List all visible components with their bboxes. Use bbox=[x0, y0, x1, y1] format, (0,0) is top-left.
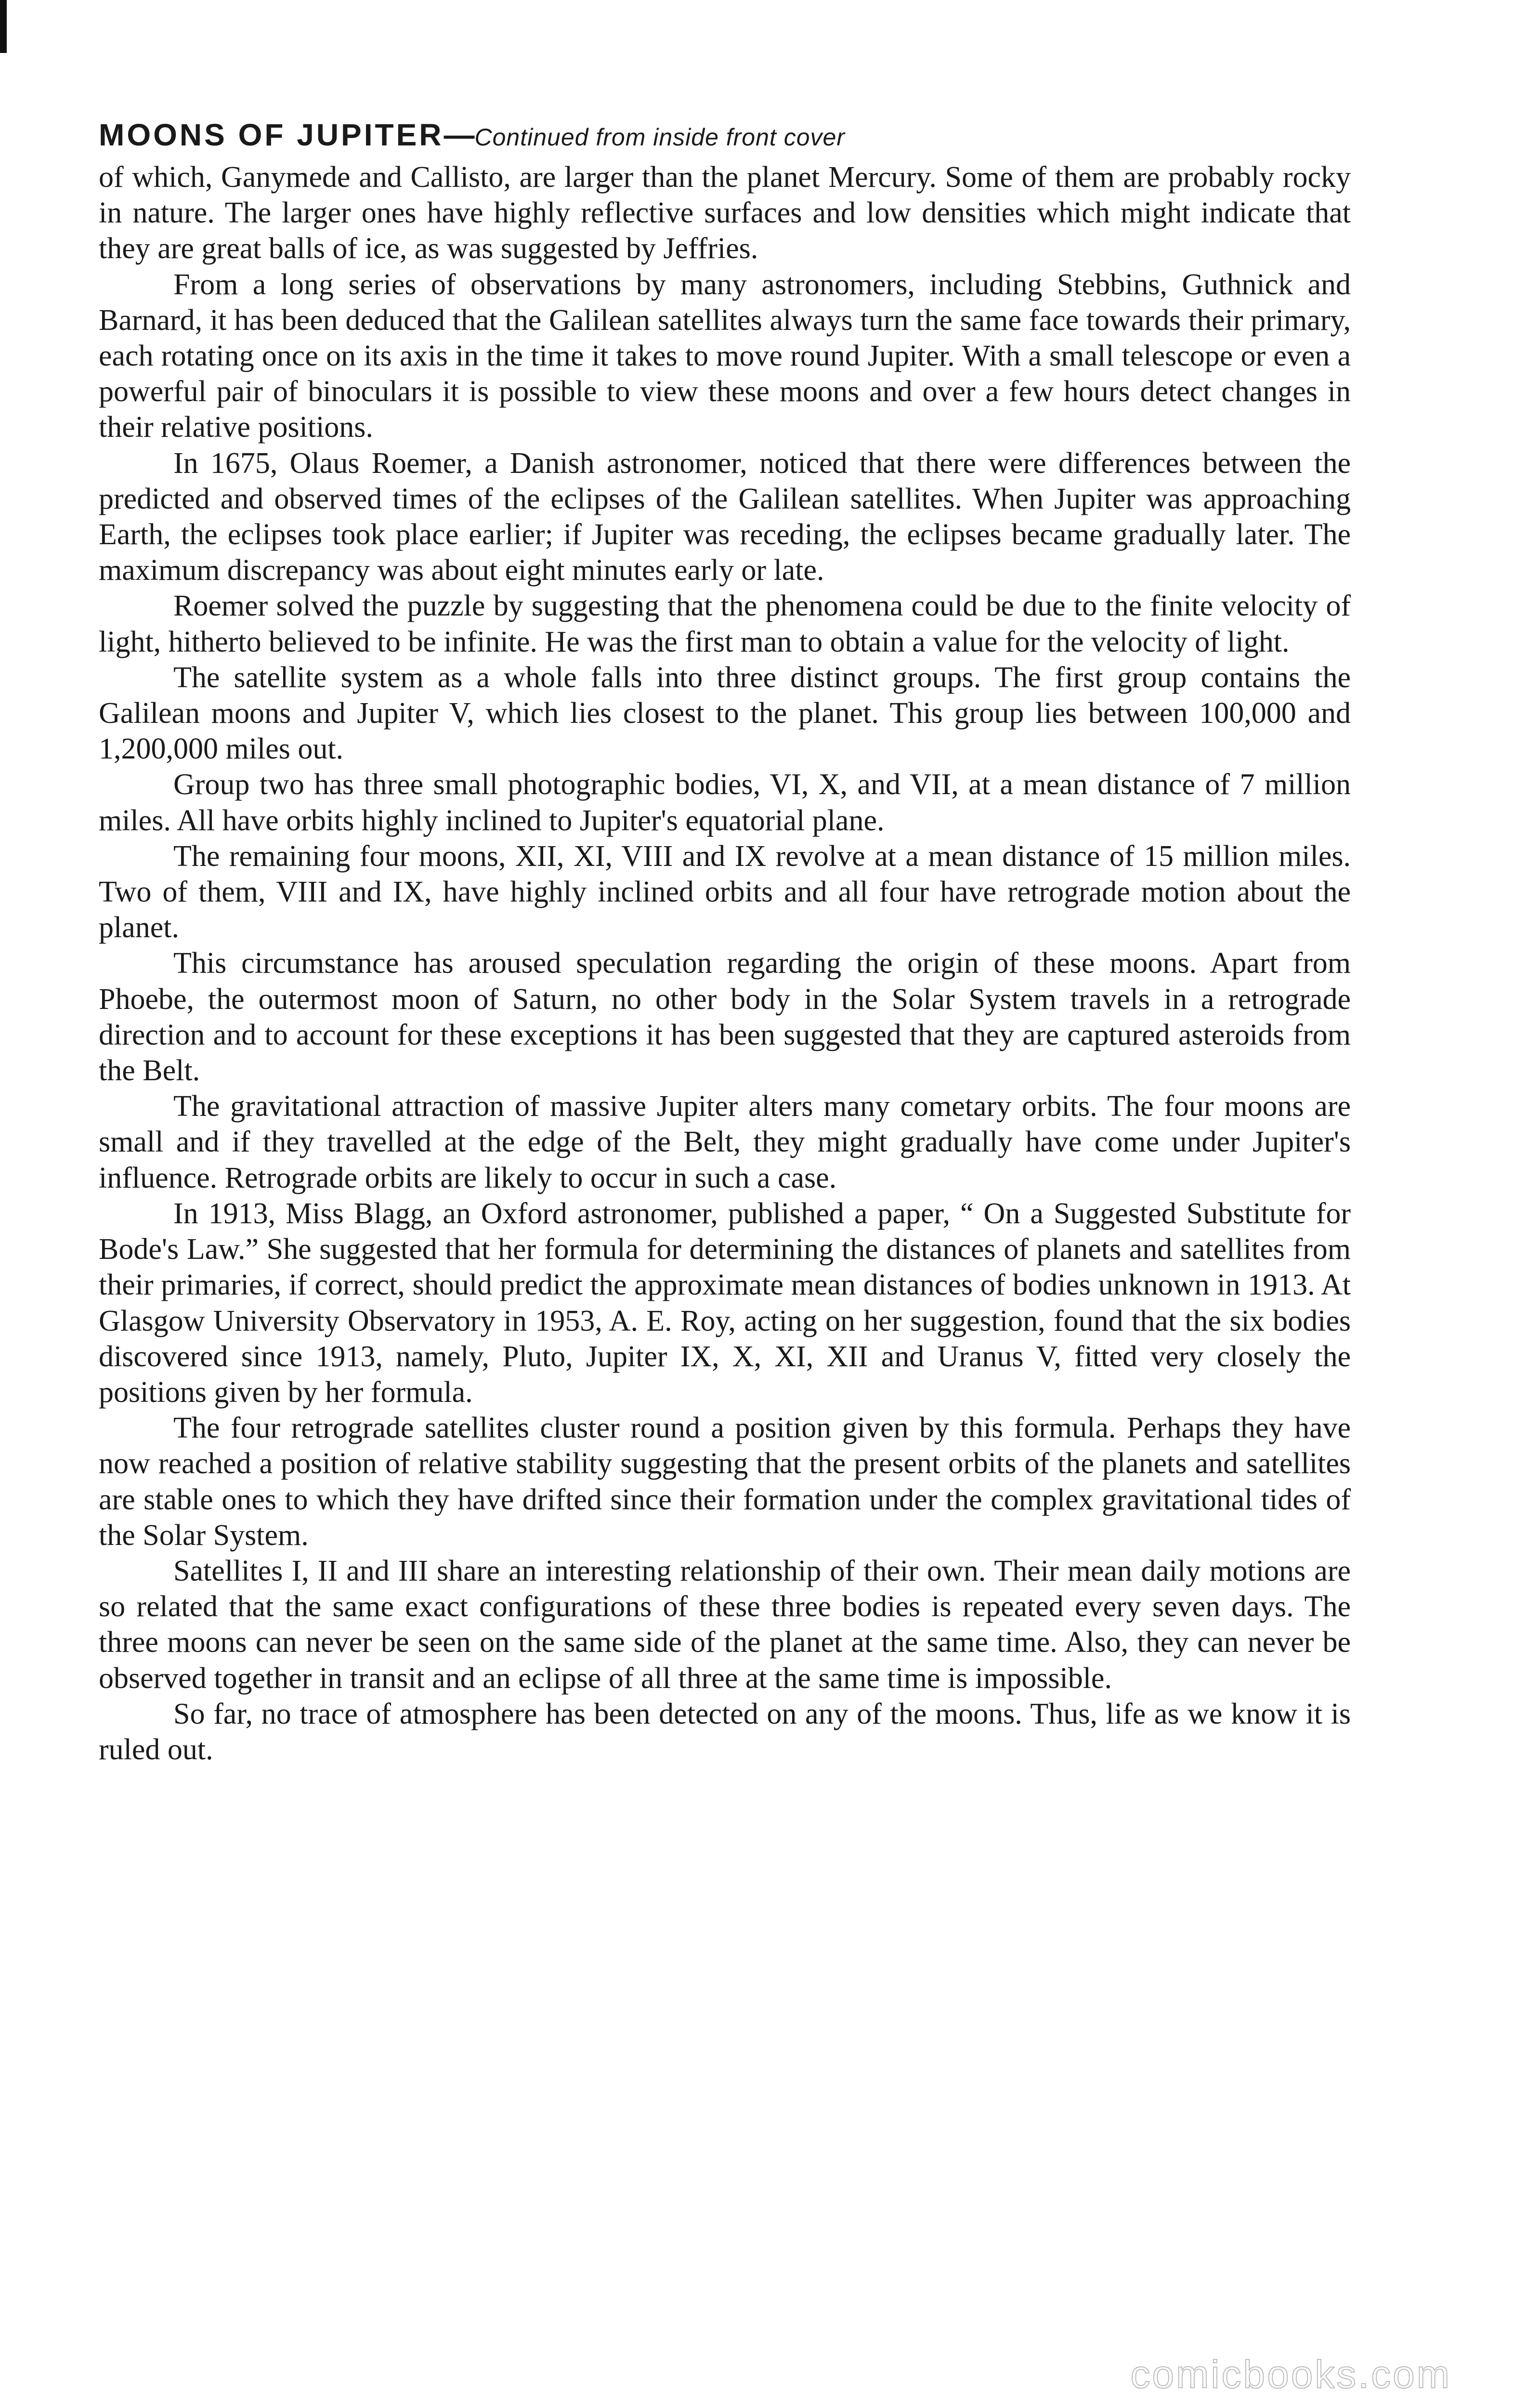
article-body bbox=[99, 159, 1351, 1767]
page-edge-mark bbox=[0, 0, 7, 53]
paragraph-11: The four retrograde satellites cluster round a position given by this formula. Perhaps they have now reached a position of relative stability suggesting that the present orbits of the planets and satellites are stable ones to which they have drifted since their formation under the complex gravitational tides of the Solar System. bbox=[99, 1412, 1351, 1552]
paragraph-3: In 1675, Olaus Roemer, a Danish astronomer, noticed that there were differences between the predicted and observed times of the eclipses of the Galilean satellites. When Jupiter was approaching Earth, the eclipses took place earlier; if Jupiter was receding, the eclipses became gradually later. The maximum discrepancy was about eight minutes early or late. bbox=[99, 446, 1351, 587]
paragraph-12: Satellites I, II and III share an interesting relationship of their own. Their mean daily motions are so related that the same exact configurations of these three bodies is repeated every seven days. The three moons can never be seen on the same side of the planet at the same time. Also, they can never be observed together in transit and an eclipse of all three at the same time is impossible. bbox=[99, 1554, 1351, 1695]
heading-continued-note: Continued from inside front cover bbox=[474, 124, 845, 151]
heading-dash: — bbox=[444, 118, 475, 152]
paragraph-10: In 1913, Miss Blagg, an Oxford astronomer, published a paper, “ On a Suggested Substitute for Bode's Law.” She suggested that her formula for determining the distances of planets and satellites from their primaries, if correct, should predict the approximate mean distances of bodies unknown in 1913. At Glasgow University Observatory in 1953, A. E. Roy, acting on her suggestion, found that the six bodies discovered since 1913, namely, Pluto, Jupiter IX, X, XI, XII and Uranus V, fitted very closely the positions given by her formula. bbox=[99, 1197, 1351, 1409]
section-heading bbox=[99, 116, 1351, 157]
paragraph-9: The gravitational attraction of massive Jupiter alters many cometary orbits. The four moons are small and if they travelled at the edge of the Belt, they might gradually have come under Jupiter's influence. Retrograde orbits are likely to occur in such a case. bbox=[99, 1090, 1351, 1194]
paragraph-5: The satellite system as a whole falls into three distinct groups. The first group contains the Galilean moons and Jupiter V, which lies closest to the planet. This group lies between 100,000 and 1,200,000 miles out. bbox=[99, 661, 1351, 766]
paragraph-7: The remaining four moons, XII, XI, VIII and IX revolve at a mean distance of 15 million miles. Two of them, VIII and IX, have highly inclined orbits and all four have retrograde motion about the planet. bbox=[99, 839, 1351, 944]
watermark-logo: comicbooks.com bbox=[1130, 2353, 1451, 2396]
heading-title: MOONS OF JUPITER bbox=[99, 118, 444, 152]
paragraph-4: Roemer solved the puzzle by suggesting that the phenomena could be due to the finite velocity of light, hitherto believed to be infinite. He was the first man to obtain a value for the velocity of light. bbox=[99, 589, 1351, 658]
paragraph-2: From a long series of observations by many astronomers, including Stebbins, Guthnick and Barnard, it has been deduced that the Galilean satellites always turn the same face towards their primary, each rotating once on its axis in the time it takes to move round Jupiter. With a small telescope or even a powerful pair of binoculars it is possible to view these moons and over a few hours detect changes in their relative positions. bbox=[99, 268, 1351, 444]
document-page bbox=[99, 116, 1351, 1767]
paragraph-13: So far, no trace of atmosphere has been detected on any of the moons. Thus, life as we know it is ruled out. bbox=[99, 1697, 1351, 1766]
paragraph-1: of which, Ganymede and Callisto, are larger than the planet Mercury. Some of them are probably rocky in nature. The larger ones have highly reflective surfaces and low densities which might indicate that they are great balls of ice, as was suggested by Jeffries. bbox=[99, 161, 1351, 265]
paragraph-8: This circumstance has aroused speculation regarding the origin of these moons. Apart from Phoebe, the outermost moon of Saturn, no other body in the Solar System travels in a retrograde direction and to account for these exceptions it has been suggested that they are captured asteroids from the Belt. bbox=[99, 947, 1351, 1087]
paragraph-6: Group two has three small photographic bodies, VI, X, and VII, at a mean distance of 7 million miles. All have orbits highly inclined to Jupiter's equatorial plane. bbox=[99, 768, 1351, 837]
